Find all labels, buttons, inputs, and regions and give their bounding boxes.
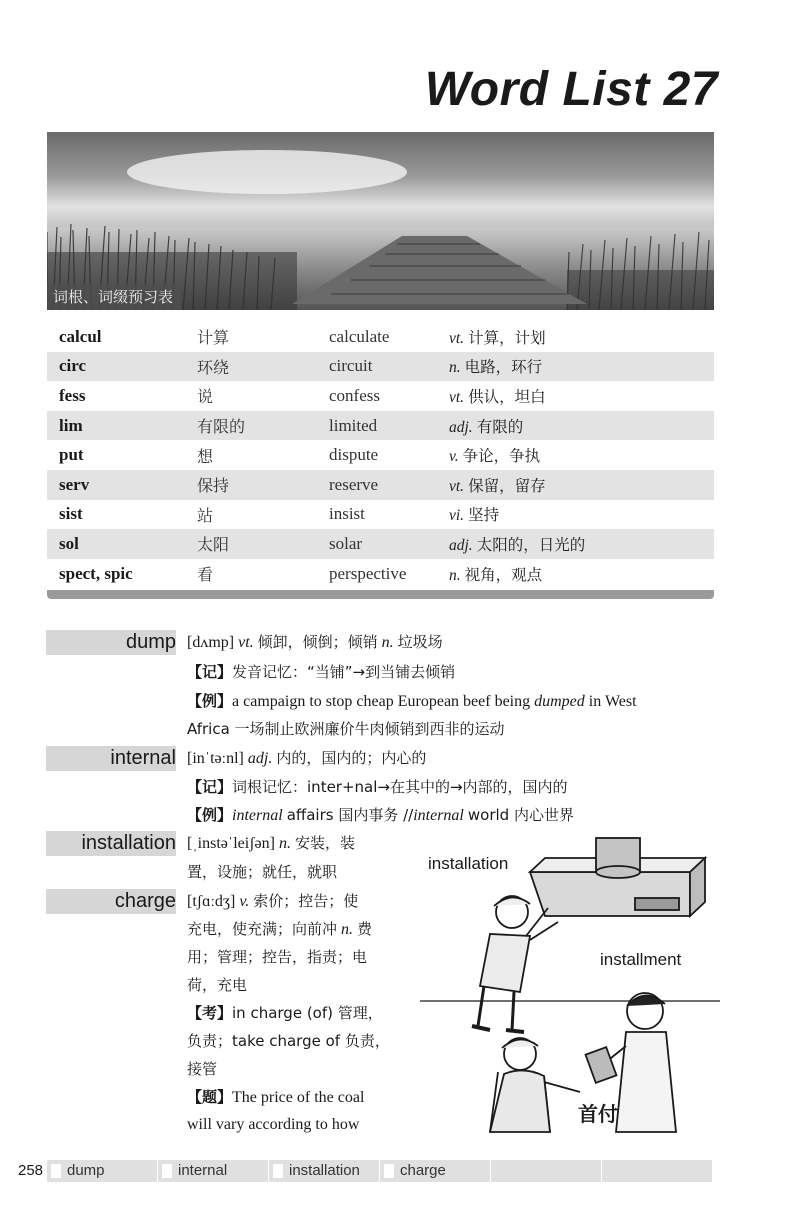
- root-cell: sist: [59, 504, 83, 524]
- root-cell: lim: [47, 411, 197, 441]
- root-preview-table: [47, 322, 714, 588]
- dump-memo: 【记】发音记忆：“当铺”→到当铺去倾销: [187, 663, 456, 681]
- charge-definition-line4: 荷，充电: [187, 976, 248, 994]
- table-row: [47, 470, 714, 500]
- root-meaning-cell: 保持: [197, 470, 329, 500]
- cartoon-illustration: [420, 836, 720, 1136]
- illustration-label-installment: installment: [600, 950, 682, 969]
- root-cell: sol: [47, 529, 197, 559]
- headword-internal: internal: [46, 746, 176, 771]
- root-cell: calcul: [59, 326, 102, 346]
- dump-example-line2: Africa 一场制止欧洲廉价牛肉倾销到西非的运动: [187, 720, 505, 738]
- footer-tab-installation: installation: [269, 1160, 379, 1182]
- gloss-cell: n. 电路，环行: [449, 352, 714, 382]
- dump-example: 【例】a campaign to stop cheap European beef being dumped in West: [187, 692, 637, 710]
- installation-cartoon: [420, 836, 720, 1136]
- illustration-label-installation: installation: [428, 854, 509, 873]
- page-title: Word List 27: [424, 63, 718, 116]
- root-meaning-cell: 想: [197, 446, 214, 466]
- illustration-label-down-payment: 首付: [578, 1102, 618, 1126]
- table-row: [47, 352, 714, 382]
- example-word-cell: solar: [329, 529, 449, 559]
- root-cell: fess: [59, 385, 86, 405]
- banner-photo: [47, 132, 714, 310]
- gloss-cell: vt. 计算，计划: [449, 329, 546, 347]
- root-meaning-cell: 说: [197, 387, 214, 407]
- gloss-cell: v. 争论，争执: [449, 448, 541, 466]
- example-word-cell: confess: [329, 385, 380, 405]
- footer-tab-internal: internal: [158, 1160, 268, 1182]
- root-meaning-cell: 站: [197, 505, 214, 525]
- gloss-cell: vt. 保留，留存: [449, 470, 714, 500]
- charge-kao-line2: 负责；take charge of 负责，: [187, 1032, 390, 1050]
- internal-definition: [inˈtəːnl] adj. 内的，国内的；内心的: [187, 749, 427, 767]
- root-cell: serv: [47, 470, 197, 500]
- charge-definition-line2: 充电，使充满；向前冲 n. 费: [187, 920, 373, 938]
- installation-definition: [ˌinstəˈleiʃən] n. 安装，装: [187, 834, 355, 852]
- gloss-cell: adj. 太阳的，日光的: [449, 529, 714, 559]
- headword-dump: dump: [46, 630, 176, 655]
- footer-tab-empty: [602, 1160, 712, 1182]
- example-word-cell: dispute: [329, 445, 379, 465]
- example-word-cell: limited: [329, 411, 449, 441]
- root-meaning-cell: 看: [197, 565, 214, 585]
- table-row: [47, 529, 714, 559]
- example-word-cell: reserve: [329, 470, 449, 500]
- root-cell: circ: [47, 352, 197, 382]
- page-number: 258: [18, 1162, 44, 1179]
- example-word-cell: calculate: [329, 326, 390, 346]
- footer-tab-dump: dump: [47, 1160, 157, 1182]
- root-cell: put: [59, 445, 84, 465]
- headword-installation: installation: [46, 831, 176, 856]
- table-row: [47, 411, 714, 441]
- banner-label: 词根、词缀预习表: [47, 284, 181, 310]
- table-bottom-bar: [47, 590, 714, 599]
- root-cell: spect, spic: [59, 563, 133, 583]
- gloss-cell: n. 视角，观点: [449, 566, 543, 584]
- dump-definition: [dʌmp] vt. 倾卸，倾倒；倾销 n. 垃圾场: [187, 633, 443, 651]
- root-meaning-cell: 太阳: [197, 529, 329, 559]
- headword-charge: charge: [46, 889, 176, 914]
- example-word-cell: insist: [329, 504, 365, 524]
- table-row: [47, 559, 714, 589]
- example-word-cell: perspective: [329, 563, 407, 583]
- gloss-cell: vi. 坚持: [449, 507, 500, 525]
- gloss-cell: vt. 供认，坦白: [449, 388, 546, 406]
- example-word-cell: circuit: [329, 352, 449, 382]
- charge-definition-line3: 用；管理；控告，指责；电: [187, 948, 368, 966]
- charge-kao: 【考】in charge (of) 管理，: [187, 1004, 383, 1022]
- gloss-cell: adj. 有限的: [449, 411, 714, 441]
- root-meaning-cell: 环绕: [197, 352, 329, 382]
- charge-ti: 【题】The price of the coal: [187, 1088, 365, 1106]
- charge-definition: [tʃɑːdʒ] v. 索价；控告；使: [187, 892, 359, 910]
- footer-index-tabs: [47, 1160, 712, 1182]
- internal-memo: 【记】词根记忆：inter+nal→在其中的→内部的，国内的: [187, 778, 568, 796]
- footer-tab-empty: [491, 1160, 601, 1182]
- root-meaning-cell: 计算: [197, 328, 230, 348]
- table-row: [47, 440, 714, 470]
- charge-kao-line3: 接管: [187, 1060, 218, 1078]
- footer-tab-charge: charge: [380, 1160, 490, 1182]
- root-meaning-cell: 有限的: [197, 411, 329, 441]
- charge-ti-line2: will vary according to how: [187, 1116, 360, 1133]
- table-row: [47, 500, 714, 530]
- installation-definition-line2: 置，设施；就任，就职: [187, 863, 338, 881]
- table-row: [47, 381, 714, 411]
- internal-example: 【例】internal affairs 国内事务 //internal world 内心世界: [187, 806, 574, 824]
- table-row: [47, 322, 714, 352]
